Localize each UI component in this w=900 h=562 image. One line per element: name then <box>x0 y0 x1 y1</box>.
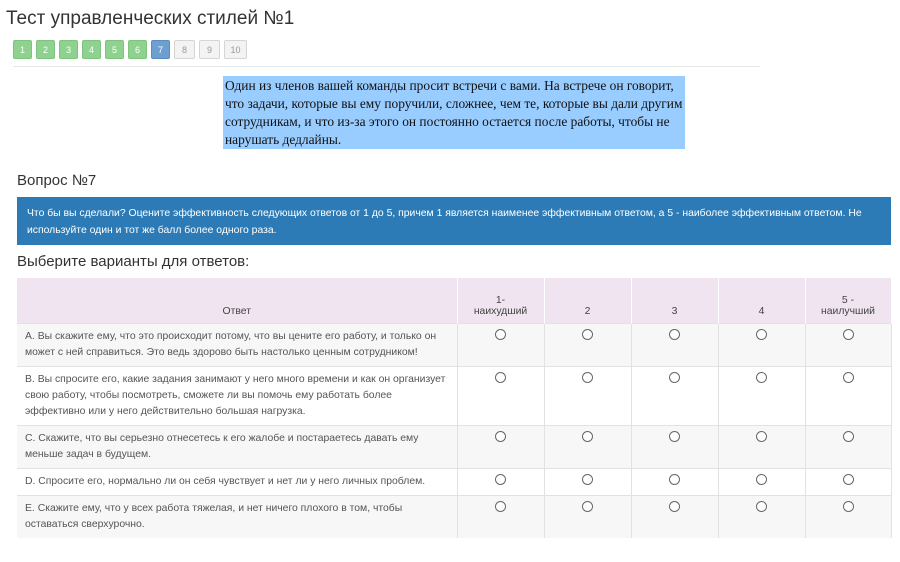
score-cell <box>718 469 805 496</box>
score-4-radio[interactable] <box>756 329 767 340</box>
page-button-10[interactable]: 10 <box>224 40 247 59</box>
score-2-radio[interactable] <box>582 431 593 442</box>
answer-text: B. Вы спросите его, какие задания занимают у него много времени и как он организует свою работу, чтобы посмотреть, сможете ли вы помочь ему работать более эффективно или у него действительно большая нагрузка. <box>17 367 457 426</box>
score-4-radio[interactable] <box>756 474 767 485</box>
page-button-2[interactable]: 2 <box>36 40 55 59</box>
score-cell <box>457 496 544 539</box>
score-4-radio[interactable] <box>756 372 767 383</box>
score-column-header: 1- наихудший <box>457 278 544 324</box>
score-cell <box>631 496 718 539</box>
question-title: Вопрос №7 <box>17 172 97 189</box>
answer-text: E. Скажите ему, что у всех работа тяжелая, и нет ничего плохого в том, чтобы оставаться сверхурочно. <box>17 496 457 539</box>
score-1-radio[interactable] <box>495 474 506 485</box>
score-1-radio[interactable] <box>495 329 506 340</box>
score-column-header: 2 <box>544 278 631 324</box>
score-5-radio[interactable] <box>843 329 854 340</box>
score-cell <box>457 426 544 469</box>
score-cell <box>544 324 631 367</box>
score-2-radio[interactable] <box>582 329 593 340</box>
answer-table <box>17 278 892 538</box>
score-column-header: 5 - наилучший <box>805 278 891 324</box>
answer-text: D. Спросите его, нормально ли он себя чувствует и нет ли у него личных проблем. <box>17 469 457 496</box>
page-button-6[interactable]: 6 <box>128 40 147 59</box>
score-1-radio[interactable] <box>495 501 506 512</box>
score-cell <box>718 426 805 469</box>
score-cell <box>544 426 631 469</box>
score-4-radio[interactable] <box>756 501 767 512</box>
score-cell <box>718 324 805 367</box>
question-pager <box>13 40 247 59</box>
page-button-4[interactable]: 4 <box>82 40 101 59</box>
divider <box>13 66 760 67</box>
answer-text: A. Вы скажите ему, что это происходит потому, что вы цените его работу, и только он может с ней справиться. Это ведь здорово быть настолько ценным сотрудником! <box>17 324 457 367</box>
page-button-1[interactable]: 1 <box>13 40 32 59</box>
score-3-radio[interactable] <box>669 501 680 512</box>
table-row <box>17 367 891 426</box>
score-cell <box>544 367 631 426</box>
score-cell <box>718 496 805 539</box>
score-cell <box>805 324 891 367</box>
score-cell <box>457 367 544 426</box>
answer-text: C. Скажите, что вы серьезно отнесетесь к его жалобе и постараетесь давать ему меньше задач в будущем. <box>17 426 457 469</box>
score-cell <box>544 469 631 496</box>
score-cell <box>631 367 718 426</box>
score-4-radio[interactable] <box>756 431 767 442</box>
score-cell <box>631 469 718 496</box>
score-2-radio[interactable] <box>582 474 593 485</box>
score-3-radio[interactable] <box>669 372 680 383</box>
score-cell <box>718 367 805 426</box>
score-cell <box>457 324 544 367</box>
page-title: Тест управленческих стилей №1 <box>6 8 295 29</box>
score-3-radio[interactable] <box>669 431 680 442</box>
score-5-radio[interactable] <box>843 372 854 383</box>
score-cell <box>457 469 544 496</box>
table-row <box>17 426 891 469</box>
score-cell <box>805 496 891 539</box>
score-cell <box>805 426 891 469</box>
score-column-header: 3 <box>631 278 718 324</box>
table-row <box>17 324 891 367</box>
page-button-5[interactable]: 5 <box>105 40 124 59</box>
score-cell <box>631 426 718 469</box>
score-5-radio[interactable] <box>843 474 854 485</box>
score-column-header: 4 <box>718 278 805 324</box>
score-2-radio[interactable] <box>582 501 593 512</box>
score-3-radio[interactable] <box>669 329 680 340</box>
score-3-radio[interactable] <box>669 474 680 485</box>
score-1-radio[interactable] <box>495 431 506 442</box>
score-1-radio[interactable] <box>495 372 506 383</box>
score-cell <box>805 367 891 426</box>
page-button-8[interactable]: 8 <box>174 40 195 59</box>
table-header-row <box>17 278 891 324</box>
score-2-radio[interactable] <box>582 372 593 383</box>
choose-label: Выберите варианты для ответов: <box>17 253 250 270</box>
table-row <box>17 496 891 539</box>
score-cell <box>805 469 891 496</box>
score-5-radio[interactable] <box>843 431 854 442</box>
page-button-7[interactable]: 7 <box>151 40 170 59</box>
page-button-9[interactable]: 9 <box>199 40 220 59</box>
score-cell <box>631 324 718 367</box>
page-button-3[interactable]: 3 <box>59 40 78 59</box>
scenario-text: Один из членов вашей команды просит встречи с вами. На встрече он говорит, что задачи, которые вы ему поручили, сложнее, чем те, которые вы дали другим сотрудникам, и что из-за этого он постоянно остается после работы, чтобы не нарушать дедлайны. <box>223 76 685 149</box>
answer-column-header: Ответ <box>17 278 457 324</box>
table-row <box>17 469 891 496</box>
instruction-banner: Что бы вы сделали? Оцените эффективность следующих ответов от 1 до 5, причем 1 является наименее эффективным ответом, а 5 - наиболее эффективным ответом. Не используйте один и тот же балл более одного раза. <box>17 197 891 245</box>
score-cell <box>544 496 631 539</box>
score-5-radio[interactable] <box>843 501 854 512</box>
